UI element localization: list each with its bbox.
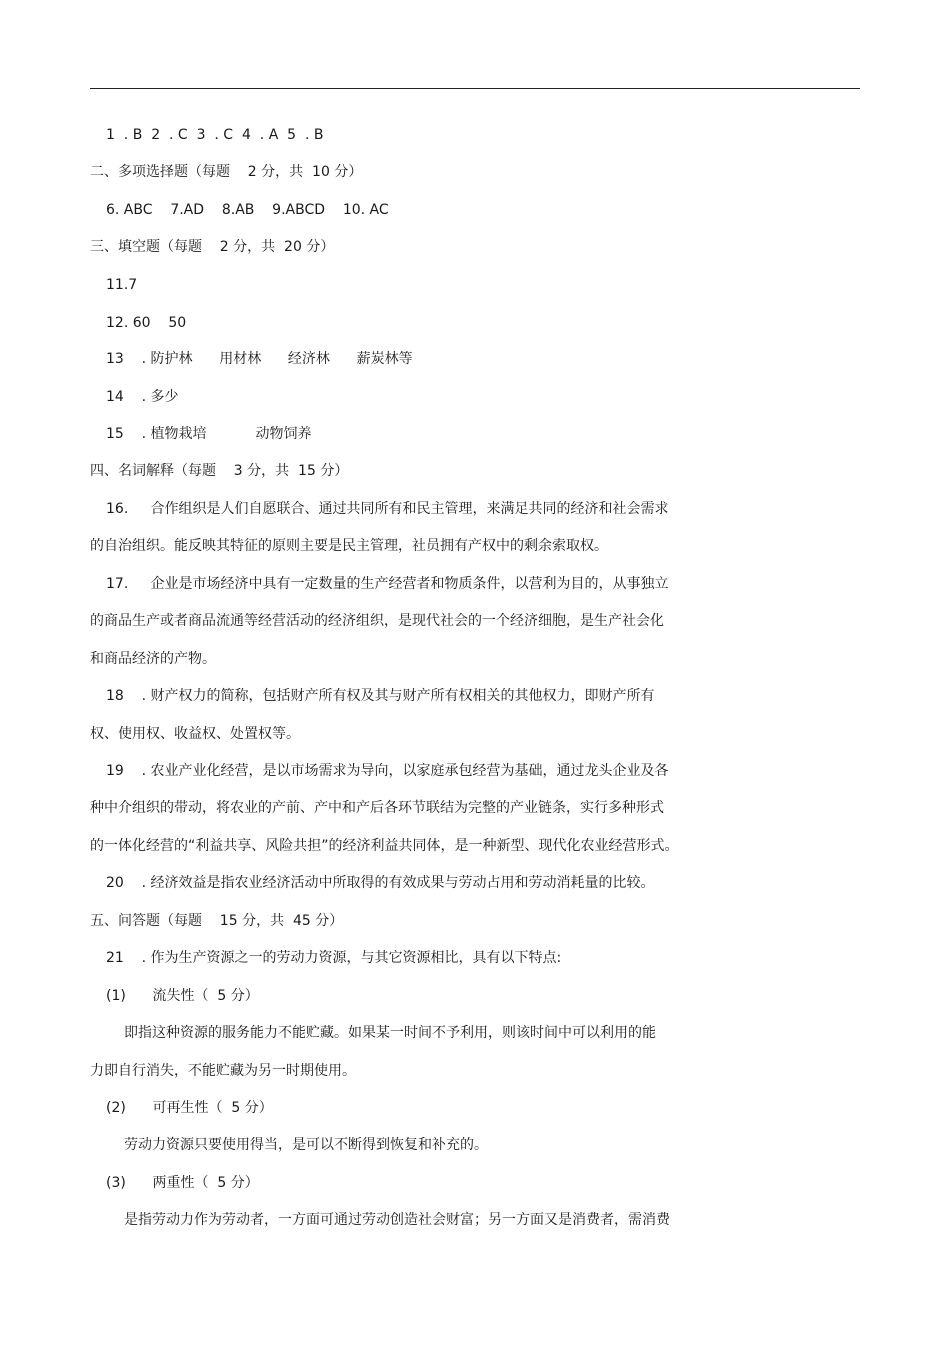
- answer-16-line-1: 16. 合作组织是人们自愿联合、通过共同所有和民主管理，来满足共同的经济和社会需求: [106, 501, 669, 517]
- section-heading-fill-blank: 三、填空题（每题 2 分，共 20 分）: [90, 239, 335, 255]
- multi-choice-answers: 6. ABC 7.AD 8.AB 9.ABCD 10. AC: [106, 202, 389, 218]
- answer-21-point-3-title: (3) 两重性（ 5 分）: [106, 1175, 259, 1191]
- answer-21-point-1-line-2: 力即自行消失，不能贮藏为另一时期使用。: [90, 1063, 356, 1079]
- answer-17-line-2: 的商品生产或者商品流通等经营活动的经济组织，是现代社会的一个经济细胞，是生产社会化: [90, 613, 664, 629]
- fill-answer-15: 15 . 植物栽培 动物饲养: [106, 426, 312, 442]
- answer-20-line-1: 20 . 经济效益是指农业经济活动中所取得的有效成果与劳动占用和劳动消耗量的比较。: [106, 875, 655, 891]
- fill-answer-13: 13 . 防护林 用材林 经济林 薪炭林等: [106, 351, 413, 367]
- answer-21-point-2-line-1: 劳动力资源只要使用得当，是可以不断得到恢复和补充的。: [124, 1137, 488, 1153]
- answer-21-point-2-title: (2) 可再生性（ 5 分）: [106, 1100, 273, 1116]
- answer-19-line-1: 19 . 农业产业化经营，是以市场需求为导向，以家庭承包经营为基础，通过龙头企业及各: [106, 763, 669, 779]
- fill-answer-14: 14 . 多少: [106, 389, 179, 405]
- answer-17-line-3: 和商品经济的产物。: [90, 651, 216, 667]
- section-heading-qa: 五、问答题（每题 15 分，共 45 分）: [90, 913, 344, 929]
- answer-18-line-2: 权、使用权、收益权、处置权等。: [90, 726, 300, 742]
- fill-answer-12: 12. 60 50: [106, 315, 187, 331]
- single-choice-answers: 1 . B 2 . C 3 . C 4 . A 5 . B: [106, 127, 324, 143]
- answer-17-line-1: 17. 企业是市场经济中具有一定数量的生产经营者和物质条件，以营利为目的，从事独立: [106, 576, 669, 592]
- fill-answer-11: 11.7: [106, 277, 138, 293]
- section-heading-terms: 四、名词解释（每题 3 分，共 15 分）: [90, 463, 349, 479]
- answer-19-line-2: 种中介组织的带动，将农业的产前、产中和产后各环节联结为完整的产业链条，实行多种形式: [90, 800, 664, 816]
- answer-21-point-1-line-1: 即指这种资源的服务能力不能贮藏。如果某一时间不予利用，则该时间中可以利用的能: [124, 1025, 656, 1041]
- header-rule: [90, 88, 860, 89]
- answer-16-line-2: 的自治组织。能反映其特征的原则主要是民主管理，社员拥有产权中的剩余索取权。: [90, 538, 608, 554]
- answer-21-intro: 21 . 作为生产资源之一的劳动力资源，与其它资源相比，具有以下特点:: [106, 950, 562, 966]
- answer-18-line-1: 18 . 财产权力的简称，包括财产所有权及其与财产所有权相关的其他权力，即财产所有: [106, 688, 655, 704]
- section-heading-multi-choice: 二、多项选择题（每题 2 分，共 10 分）: [90, 164, 363, 180]
- answer-21-point-3-line-1: 是指劳动力作为劳动者，一方面可通过劳动创造社会财富；另一方面又是消费者，需消费: [124, 1212, 670, 1228]
- answer-21-point-1-title: (1) 流失性（ 5 分）: [106, 988, 259, 1004]
- answer-19-line-3: 的一体化经营的“利益共享、风险共担”的经济利益共同体，是一种新型、现代化农业经营形式。: [90, 838, 679, 854]
